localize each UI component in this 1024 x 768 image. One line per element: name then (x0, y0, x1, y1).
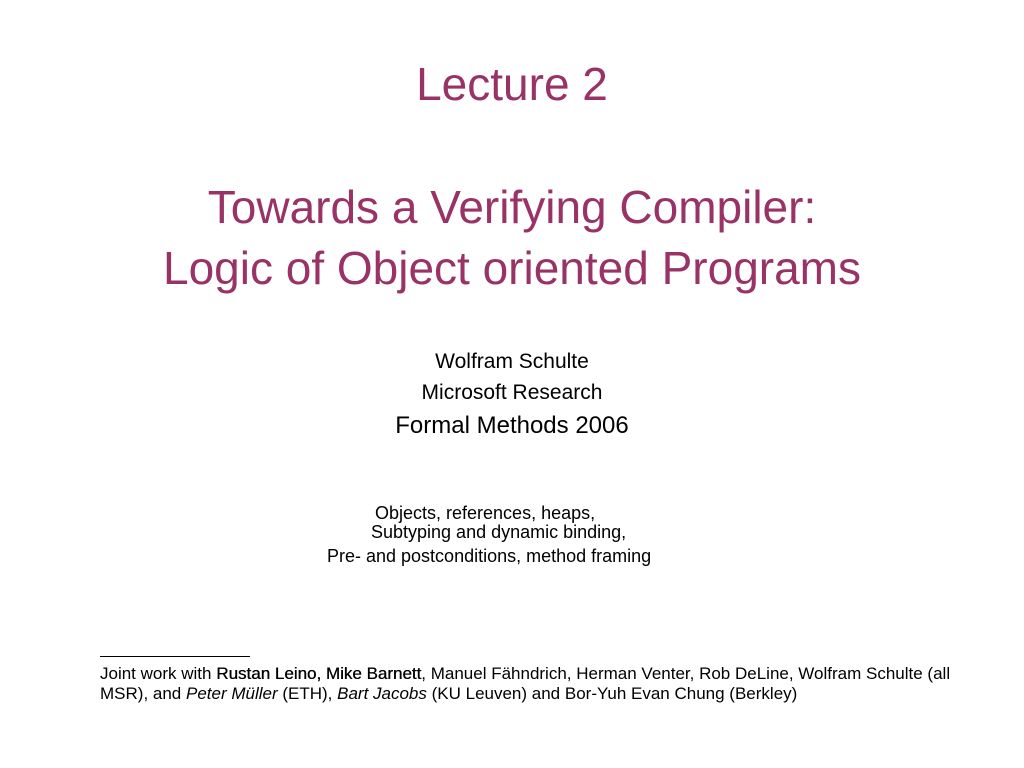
subtitle-line-1: Towards a Verifying Compiler: (207, 181, 817, 233)
footnote-middle-1: , Manuel Fähndrich, Herman Venter, Rob DeLine, Wolfram Schulte (all MSR), and (100, 664, 951, 703)
author-name: Wolfram Schulte (435, 350, 589, 373)
footnote-prefix: Joint work with (100, 664, 217, 683)
event-name: Formal Methods 2006 (395, 412, 629, 439)
subtitle-line-2: Logic of Object oriented Programs (162, 242, 862, 294)
footnote-middle-2: (ETH), (277, 684, 338, 703)
footnote-divider (100, 656, 250, 657)
affiliation: Microsoft Research (421, 381, 603, 404)
footnote-name-bart-jacobs: Bart Jacobs (337, 684, 427, 703)
footnote-name-peter-muller: Peter Müller (185, 684, 278, 703)
footnote-highlighted-names: Rustan Leino, Mike Barnett (216, 664, 422, 683)
lecture-title: Lecture 2 (416, 58, 608, 110)
footnote-suffix: (KU Leuven) and Bor-Yuh Evan Chung (Berkley) (426, 684, 798, 703)
topic-item: Objects, references, heaps, (375, 503, 596, 523)
topic-item: Subtyping and dynamic binding, (371, 522, 627, 542)
footnote (100, 664, 970, 704)
topic-item: Pre- and postconditions, method framing (327, 546, 652, 566)
